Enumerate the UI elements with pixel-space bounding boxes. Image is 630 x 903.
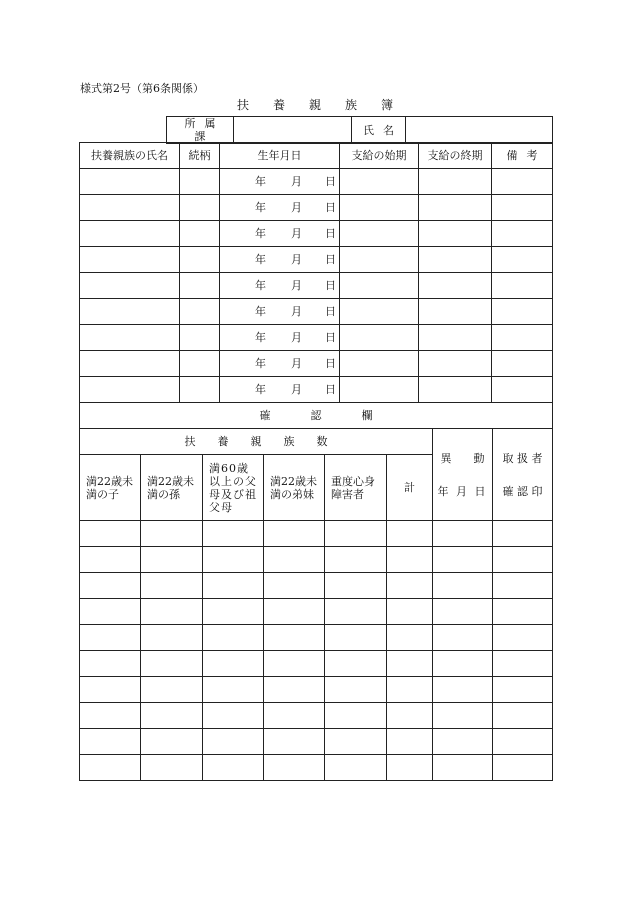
form-caption: 様式第2号（第6条関係）: [80, 82, 204, 95]
siblings-count-cell[interactable]: [264, 599, 325, 625]
remarks-cell[interactable]: [492, 325, 553, 351]
name-cell[interactable]: [80, 377, 180, 403]
confirmation-row: [80, 651, 553, 677]
year-label: 年: [255, 383, 266, 396]
children-count-cell[interactable]: [80, 625, 141, 651]
end-cell[interactable]: [419, 351, 492, 377]
relation-cell[interactable]: [180, 377, 220, 403]
remarks-cell[interactable]: [492, 273, 553, 299]
birthdate-cell[interactable]: [220, 195, 340, 221]
start-cell[interactable]: [340, 377, 419, 403]
start-cell[interactable]: [340, 325, 419, 351]
dependents-rows: [80, 169, 553, 403]
month-label: 月: [291, 175, 302, 188]
name-cell[interactable]: [80, 299, 180, 325]
siblings-count-cell[interactable]: [264, 677, 325, 703]
grandchildren-count-cell[interactable]: [141, 573, 203, 599]
disabled-count-cell[interactable]: [325, 703, 387, 729]
dependent-row: [80, 377, 553, 403]
end-cell[interactable]: [419, 195, 492, 221]
name-field[interactable]: [406, 117, 553, 144]
col-header-end: 支給の終期: [419, 143, 492, 169]
confirmation-row: [80, 625, 553, 651]
children-count-cell[interactable]: [80, 651, 141, 677]
month-label: 月: [291, 305, 302, 318]
name-cell[interactable]: [80, 273, 180, 299]
confirmation-row: [80, 547, 553, 573]
siblings-count-cell[interactable]: [264, 521, 325, 547]
remarks-cell[interactable]: [492, 195, 553, 221]
siblings-count-cell[interactable]: [264, 573, 325, 599]
seal-cell[interactable]: [493, 599, 553, 625]
end-cell[interactable]: [419, 325, 492, 351]
disabled-count-cell[interactable]: [325, 755, 387, 781]
relation-cell[interactable]: [180, 351, 220, 377]
children-count-cell[interactable]: [80, 677, 141, 703]
year-label: 年: [255, 227, 266, 240]
change-date-cell[interactable]: [433, 625, 493, 651]
month-label: 月: [291, 357, 302, 370]
seal-label: 確 認 印: [502, 484, 543, 498]
remarks-cell[interactable]: [492, 221, 553, 247]
end-cell[interactable]: [419, 169, 492, 195]
day-label: 日: [325, 331, 336, 344]
relation-cell[interactable]: [180, 247, 220, 273]
dependent-row: [80, 273, 553, 299]
birthdate-cell[interactable]: [220, 221, 340, 247]
confirmation-table: [79, 428, 553, 781]
header-table: [166, 116, 553, 144]
relation-cell[interactable]: [180, 169, 220, 195]
confirmation-row: [80, 703, 553, 729]
total-cell[interactable]: [387, 729, 433, 755]
name-cell[interactable]: [80, 351, 180, 377]
disabled-count-cell[interactable]: [325, 729, 387, 755]
start-cell[interactable]: [340, 299, 419, 325]
start-cell[interactable]: [340, 169, 419, 195]
total-cell[interactable]: [387, 625, 433, 651]
name-label: 氏名: [352, 117, 406, 144]
siblings-count-cell[interactable]: [264, 651, 325, 677]
dept-field[interactable]: [234, 117, 352, 144]
change-date-label: 年 月 日: [437, 484, 488, 498]
col-header-remarks: 備考: [492, 143, 553, 169]
handler-label: 取 扱 者: [502, 451, 543, 465]
dependent-count-header: 扶養親族数: [80, 429, 433, 455]
confirmation-row: [80, 573, 553, 599]
grandchildren-count-cell[interactable]: [141, 703, 203, 729]
dependent-row: [80, 195, 553, 221]
end-cell[interactable]: [419, 299, 492, 325]
year-label: 年: [255, 331, 266, 344]
dept-label: 所属課: [167, 117, 234, 144]
birthdate-cell[interactable]: [220, 169, 340, 195]
confirm-title: 確認欄: [80, 403, 553, 429]
dependent-row: [80, 299, 553, 325]
seal-cell[interactable]: [493, 703, 553, 729]
dependent-row: [80, 221, 553, 247]
disabled-count-cell[interactable]: [325, 625, 387, 651]
grandchildren-count-cell[interactable]: [141, 625, 203, 651]
start-cell[interactable]: [340, 195, 419, 221]
year-label: 年: [255, 279, 266, 292]
grandchildren-count-cell[interactable]: [141, 521, 203, 547]
total-cell[interactable]: [387, 677, 433, 703]
month-label: 月: [291, 201, 302, 214]
confirmation-row: [80, 677, 553, 703]
col-header-start: 支給の始期: [340, 143, 419, 169]
parents-count-cell[interactable]: [203, 521, 264, 547]
children-count-cell[interactable]: [80, 547, 141, 573]
relation-cell[interactable]: [180, 221, 220, 247]
parents-count-cell[interactable]: [203, 729, 264, 755]
relation-cell[interactable]: [180, 273, 220, 299]
total-cell[interactable]: [387, 547, 433, 573]
seal-cell[interactable]: [493, 755, 553, 781]
start-cell[interactable]: [340, 351, 419, 377]
parents-count-cell[interactable]: [203, 651, 264, 677]
day-label: 日: [325, 227, 336, 240]
col-header-relation: 続柄: [180, 143, 220, 169]
grandchildren-count-cell[interactable]: [141, 651, 203, 677]
relation-cell[interactable]: [180, 325, 220, 351]
remarks-cell[interactable]: [492, 299, 553, 325]
children-count-cell[interactable]: [80, 599, 141, 625]
day-label: 日: [325, 305, 336, 318]
name-cell[interactable]: [80, 221, 180, 247]
month-label: 月: [291, 279, 302, 292]
dependent-row: [80, 351, 553, 377]
grandchildren-count-cell[interactable]: [141, 677, 203, 703]
seal-cell[interactable]: [493, 677, 553, 703]
remarks-cell[interactable]: [492, 247, 553, 273]
form-title: 扶養親族簿: [236, 98, 417, 112]
disabled-count-cell[interactable]: [325, 677, 387, 703]
dependent-row: [80, 325, 553, 351]
end-cell[interactable]: [419, 273, 492, 299]
disabled-count-cell[interactable]: [325, 651, 387, 677]
day-label: 日: [325, 175, 336, 188]
end-cell[interactable]: [419, 247, 492, 273]
col-children-under22: 満22歳未満の子: [80, 455, 141, 521]
change-date-header: [433, 429, 493, 521]
children-count-cell[interactable]: [80, 521, 141, 547]
month-label: 月: [291, 227, 302, 240]
remarks-cell[interactable]: [492, 169, 553, 195]
confirmation-row: [80, 729, 553, 755]
name-cell[interactable]: [80, 169, 180, 195]
year-label: 年: [255, 201, 266, 214]
confirmation-row: [80, 755, 553, 781]
dependent-row: [80, 169, 553, 195]
month-label: 月: [291, 383, 302, 396]
day-label: 日: [325, 279, 336, 292]
year-label: 年: [255, 253, 266, 266]
name-cell[interactable]: [80, 195, 180, 221]
col-grandchildren-under22: 満22歳未満の孫: [141, 455, 203, 521]
total-cell[interactable]: [387, 521, 433, 547]
day-label: 日: [325, 357, 336, 370]
name-cell[interactable]: [80, 247, 180, 273]
total-cell[interactable]: [387, 703, 433, 729]
dependent-row: [80, 247, 553, 273]
start-cell[interactable]: [340, 273, 419, 299]
col-total: 計: [387, 455, 433, 521]
parents-count-cell[interactable]: [203, 703, 264, 729]
day-label: 日: [325, 383, 336, 396]
siblings-count-cell[interactable]: [264, 547, 325, 573]
seal-cell[interactable]: [493, 651, 553, 677]
col-parents-over60: 満60歳以上の父母及び祖父母: [203, 455, 264, 521]
change-date-cell[interactable]: [433, 573, 493, 599]
children-count-cell[interactable]: [80, 755, 141, 781]
change-date-cell[interactable]: [433, 755, 493, 781]
start-cell[interactable]: [340, 247, 419, 273]
birthdate-cell[interactable]: [220, 351, 340, 377]
total-cell[interactable]: [387, 573, 433, 599]
confirmation-rows: [80, 521, 553, 781]
change-date-cell[interactable]: [433, 677, 493, 703]
name-cell[interactable]: [80, 325, 180, 351]
dependents-table: [79, 142, 553, 429]
total-cell[interactable]: [387, 755, 433, 781]
change-date-cell[interactable]: [433, 729, 493, 755]
col-disabled: 重度心身障害者: [325, 455, 387, 521]
change-label: 異 動: [440, 451, 485, 465]
parents-count-cell[interactable]: [203, 755, 264, 781]
seal-cell[interactable]: [493, 573, 553, 599]
month-label: 月: [291, 253, 302, 266]
children-count-cell[interactable]: [80, 729, 141, 755]
relation-cell[interactable]: [180, 299, 220, 325]
grandchildren-count-cell[interactable]: [141, 599, 203, 625]
start-cell[interactable]: [340, 221, 419, 247]
col-siblings-under22: 満22歳未満の弟妹: [264, 455, 325, 521]
day-label: 日: [325, 201, 336, 214]
year-label: 年: [255, 175, 266, 188]
birthdate-cell[interactable]: [220, 377, 340, 403]
month-label: 月: [291, 331, 302, 344]
remarks-cell[interactable]: [492, 377, 553, 403]
parents-count-cell[interactable]: [203, 547, 264, 573]
total-cell[interactable]: [387, 651, 433, 677]
disabled-count-cell[interactable]: [325, 599, 387, 625]
disabled-count-cell[interactable]: [325, 573, 387, 599]
parents-count-cell[interactable]: [203, 599, 264, 625]
disabled-count-cell[interactable]: [325, 547, 387, 573]
siblings-count-cell[interactable]: [264, 755, 325, 781]
seal-cell[interactable]: [493, 729, 553, 755]
disabled-count-cell[interactable]: [325, 521, 387, 547]
change-date-cell[interactable]: [433, 703, 493, 729]
siblings-count-cell[interactable]: [264, 729, 325, 755]
parents-count-cell[interactable]: [203, 625, 264, 651]
change-date-cell[interactable]: [433, 547, 493, 573]
year-label: 年: [255, 357, 266, 370]
confirmation-row: [80, 521, 553, 547]
siblings-count-cell[interactable]: [264, 703, 325, 729]
birthdate-cell[interactable]: [220, 273, 340, 299]
handler-seal-header: [493, 429, 553, 521]
birthdate-cell[interactable]: [220, 247, 340, 273]
change-date-cell[interactable]: [433, 651, 493, 677]
year-label: 年: [255, 305, 266, 318]
grandchildren-count-cell[interactable]: [141, 729, 203, 755]
remarks-cell[interactable]: [492, 351, 553, 377]
change-date-cell[interactable]: [433, 599, 493, 625]
siblings-count-cell[interactable]: [264, 625, 325, 651]
end-cell[interactable]: [419, 221, 492, 247]
seal-cell[interactable]: [493, 625, 553, 651]
parents-count-cell[interactable]: [203, 573, 264, 599]
birthdate-cell[interactable]: [220, 325, 340, 351]
col-header-birthdate: 生年月日: [220, 143, 340, 169]
children-count-cell[interactable]: [80, 703, 141, 729]
day-label: 日: [325, 253, 336, 266]
children-count-cell[interactable]: [80, 573, 141, 599]
birthdate-cell[interactable]: [220, 299, 340, 325]
parents-count-cell[interactable]: [203, 677, 264, 703]
total-cell[interactable]: [387, 599, 433, 625]
change-date-cell[interactable]: [433, 521, 493, 547]
confirmation-row: [80, 599, 553, 625]
end-cell[interactable]: [419, 377, 492, 403]
grandchildren-count-cell[interactable]: [141, 755, 203, 781]
col-header-name: 扶養親族の氏名: [80, 143, 180, 169]
seal-cell[interactable]: [493, 547, 553, 573]
relation-cell[interactable]: [180, 195, 220, 221]
grandchildren-count-cell[interactable]: [141, 547, 203, 573]
seal-cell[interactable]: [493, 521, 553, 547]
